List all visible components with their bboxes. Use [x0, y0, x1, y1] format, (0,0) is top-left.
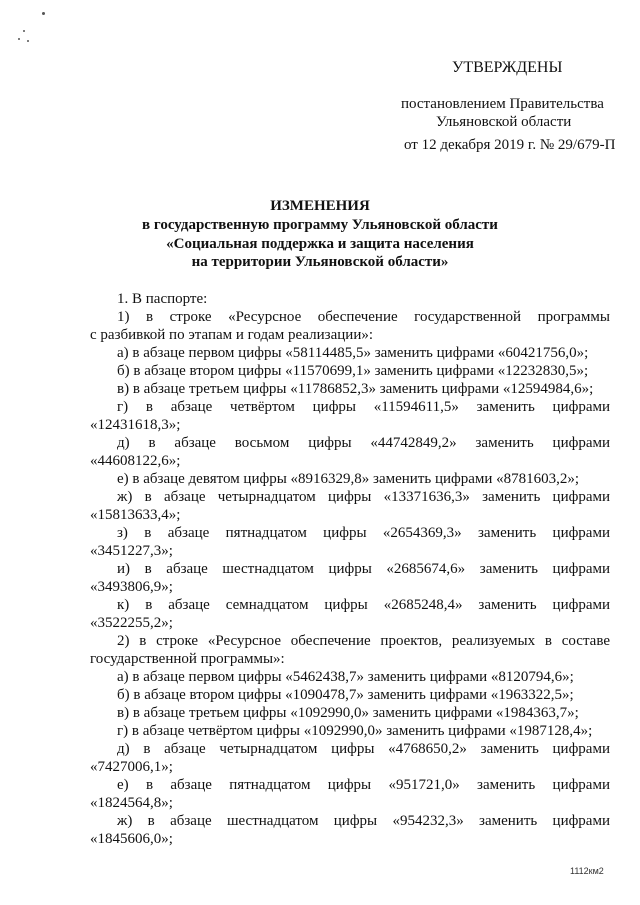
- document-subtitle-1: в государственную программу Ульяновской области: [142, 217, 498, 233]
- body-line: «15813633,4»;: [90, 507, 181, 523]
- body-line: г) в абзаце четвёртом цифры «11594611,5» заменить цифрами: [117, 399, 610, 415]
- body-line: «1845606,0»;: [90, 831, 173, 847]
- document-subtitle-3: на территории Ульяновской области»: [191, 254, 449, 270]
- body-line: «12431618,3»;: [90, 417, 181, 433]
- scan-speck: [18, 38, 20, 40]
- body-line: «1824564,8»;: [90, 795, 173, 811]
- body-line: д) в абзаце четырнадцатом цифры «4768650,2» заменить цифрами: [117, 741, 610, 757]
- approval-title: УТВЕРЖДЕНЫ: [452, 59, 563, 76]
- document-code: 1112км2: [570, 866, 604, 876]
- body-line: г) в абзаце четвёртом цифры «1092990,0» заменить цифрами «1987128,4»;: [117, 723, 593, 739]
- body-line: а) в абзаце первом цифры «58114485,5» заменить цифрами «60421756,0»;: [117, 345, 589, 361]
- approval-line-decree: постановлением Правительства: [401, 96, 604, 112]
- body-line: и) в абзаце шестнадцатом цифры «2685674,6» заменить цифрами: [117, 561, 610, 577]
- document-subtitle-2: «Социальная поддержка и защита населения: [166, 236, 474, 252]
- approval-line-date: от 12 декабря 2019 г. № 29/679-П: [404, 137, 616, 153]
- body-line: с разбивкой по этапам и годам реализации»:: [90, 327, 374, 343]
- body-line: «3451227,3»;: [90, 543, 173, 559]
- scan-speck: [42, 12, 45, 15]
- approval-line-region: Ульяновской области: [436, 114, 572, 130]
- body-line: б) в абзаце втором цифры «11570699,1» заменить цифрами «12232830,5»;: [117, 363, 589, 379]
- body-line: б) в абзаце втором цифры «1090478,7» заменить цифрами «1963322,5»;: [117, 687, 574, 703]
- body-line: в) в абзаце третьем цифры «1092990,0» заменить цифрами «1984363,7»;: [117, 705, 579, 721]
- body-line: «44608122,6»;: [90, 453, 181, 469]
- body-line: д) в абзаце восьмом цифры «44742849,2» заменить цифрами: [117, 435, 610, 451]
- body-line: з) в абзаце пятнадцатом цифры «2654369,3» заменить цифрами: [117, 525, 610, 541]
- document-title: ИЗМЕНЕНИЯ: [270, 198, 370, 214]
- body-line: е) в абзаце пятнадцатом цифры «951721,0» заменить цифрами: [117, 777, 610, 793]
- body-line: 1) в строке «Ресурсное обеспечение государственной программы: [117, 309, 610, 325]
- scan-speck: [23, 30, 25, 32]
- body-line: а) в абзаце первом цифры «5462438,7» заменить цифрами «8120794,6»;: [117, 669, 574, 685]
- scan-speck: [27, 40, 29, 42]
- body-line: государственной программы»:: [90, 651, 285, 667]
- body-line: «3522255,2»;: [90, 615, 173, 631]
- body-line: «3493806,9»;: [90, 579, 173, 595]
- body-line: е) в абзаце девятом цифры «8916329,8» заменить цифрами «8781603,2»;: [117, 471, 580, 487]
- body-line: 2) в строке «Ресурсное обеспечение проектов, реализуемых в составе: [117, 633, 610, 649]
- body-line: к) в абзаце семнадцатом цифры «2685248,4» заменить цифрами: [117, 597, 610, 613]
- body-line: 1. В паспорте:: [117, 291, 208, 307]
- body-line: «7427006,1»;: [90, 759, 173, 775]
- body-line: ж) в абзаце четырнадцатом цифры «13371636,3» заменить цифрами: [117, 489, 610, 505]
- body-line: в) в абзаце третьем цифры «11786852,3» заменить цифрами «12594984,6»;: [117, 381, 594, 397]
- body-line: ж) в абзаце шестнадцатом цифры «954232,3» заменить цифрами: [117, 813, 610, 829]
